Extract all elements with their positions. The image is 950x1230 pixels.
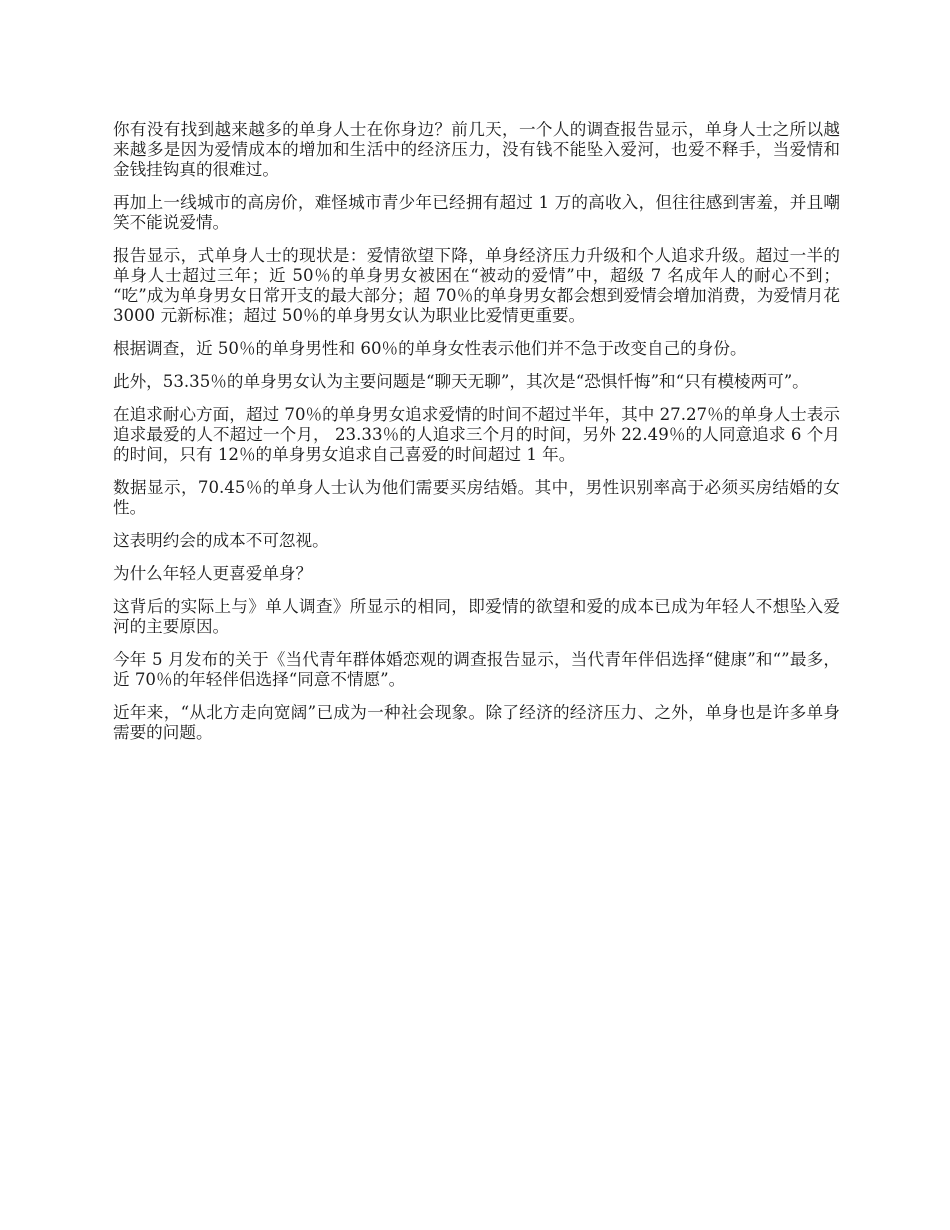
paragraph-5: 此外，53.35％的单身男女认为主要问题是“聊天无聊”，其次是“恐惧忏悔”和“只有模棱两可”。 xyxy=(113,372,809,391)
paragraph-6: 在追求耐心方面，超过 70％的单身男女追求爱情的时间不超过半年，其中 27.27％的单身人士表示追求最爱的人不超过一个月， 23.33％的人追求三个月的时间，另外 22.49％的人同意追求 6 个月的时间，只有 12％的单身男女追求自己喜爱的时间超过 1 年。 xyxy=(113,405,840,464)
paragraph-11: 今年 5 月发布的关于《当代青年群体婚恋观的调查报告显示，当代青年伴侣选择“健康”和“”最多，近 70％的年轻伴侣选择“同意不情愿”。 xyxy=(113,650,840,689)
paragraph-12: 近年来，“从北方走向宽阔”已成为一种社会现象。除了经济的经济压力、之外，单身也是许多单身需要的问题。 xyxy=(113,703,840,742)
paragraph-1: 你有没有找到越来越多的单身人士在你身边？前几天，一个人的调查报告显示，单身人士之所以越来越多是因为爱情成本的增加和生活中的经济压力，没有钱不能坠入爱河，也爱不释手，当爱情和金钱挂钩真的很难过。 xyxy=(113,120,840,179)
paragraph-10: 这背后的实际上与》单人调查》所显示的相同，即爱情的欲望和爱的成本已成为年轻人不想坠入爱河的主要原因。 xyxy=(113,597,840,636)
paragraph-2: 再加上一线城市的高房价，难怪城市青少年已经拥有超过 1 万的高收入，但往往感到害羞，并且嘲笑不能说爱情。 xyxy=(113,193,840,232)
document-body xyxy=(113,120,840,756)
paragraph-3: 报告显示，式单身人士的现状是：爱情欲望下降，单身经济压力升级和个人追求升级。超过一半的单身人士超过三年；近 50％的单身男女被困在“被动的爱情”中，超级 7 名成年人的耐心不到； “吃”成为单身男女日常开支的最大部分；超 70％的单身男女都会想到爱情会增加消费，为爱情月花 3000 元新标准；超过 50％的单身男女认为职业比爱情更重要。 xyxy=(113,246,840,325)
paragraph-7: 数据显示，70.45％的单身人士认为他们需要买房结婚。其中，男性识别率高于必须买房结婚的女性。 xyxy=(113,478,840,517)
paragraph-9: 为什么年轻人更喜爱单身？ xyxy=(113,564,313,583)
paragraph-4: 根据调查，近 50％的单身男性和 60％的单身女性表示他们并不急于改变自己的身份。 xyxy=(113,339,747,358)
paragraph-8: 这表明约会的成本不可忽视。 xyxy=(113,531,329,550)
